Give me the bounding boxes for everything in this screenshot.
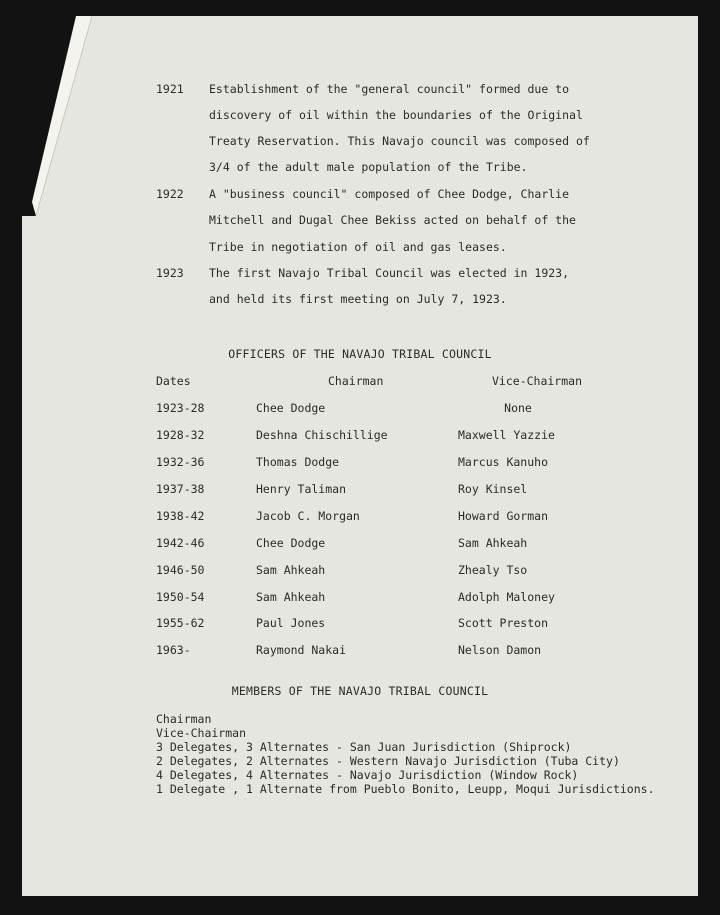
table-row — [22, 482, 698, 498]
history-line: Mitchell and Dugal Chee Bekiss acted on behalf of the — [209, 213, 576, 227]
row-chairman: Chee Dodge — [256, 536, 326, 550]
row-vice-chairman: Maxwell Yazzie — [458, 428, 555, 442]
row-vice-chairman: Zhealy Tso — [458, 563, 528, 577]
history-line: and held its first meeting on July 7, 1923. — [209, 292, 507, 306]
row-chairman: Raymond Nakai — [256, 643, 347, 657]
history-line: Establishment of the "general council" formed due to — [209, 82, 570, 96]
table-row — [22, 401, 698, 417]
table-row — [22, 563, 698, 579]
row-dates: 1950-54 — [156, 590, 205, 604]
row-vice-chairman: Howard Gorman — [458, 509, 549, 523]
table-row — [22, 590, 698, 606]
officers-title: OFFICERS OF THE NAVAJO TRIBAL COUNCIL — [228, 347, 492, 361]
history-line: The first Navajo Tribal Council was elected in 1923, — [209, 266, 570, 280]
row-chairman: Thomas Dodge — [256, 455, 340, 469]
row-dates: 1938-42 — [156, 509, 205, 523]
list-item: 3 Delegates, 3 Alternates - San Juan Jurisdiction (Shiprock) — [156, 740, 572, 754]
row-chairman: Paul Jones — [256, 616, 326, 630]
table-row — [22, 428, 698, 444]
list-item: 4 Delegates, 4 Alternates - Navajo Jurisdiction (Window Rock) — [156, 768, 579, 782]
chairman-column-header: Chairman — [328, 374, 384, 388]
history-year: 1923 — [156, 266, 184, 280]
vice-chairman-column-header: Vice-Chairman — [492, 374, 583, 388]
table-row — [22, 616, 698, 632]
list-item: Chairman — [156, 712, 212, 726]
history-line: discovery of oil within the boundaries of the Original — [209, 108, 583, 122]
row-vice-chairman: Adolph Maloney — [458, 590, 555, 604]
row-chairman: Chee Dodge — [256, 401, 326, 415]
table-row — [22, 643, 698, 659]
row-dates: 1923-28 — [156, 401, 205, 415]
members-title: MEMBERS OF THE NAVAJO TRIBAL COUNCIL — [231, 684, 489, 698]
row-dates: 1946-50 — [156, 563, 205, 577]
row-chairman: Sam Ahkeah — [256, 590, 326, 604]
row-chairman: Deshna Chischillige — [256, 428, 388, 442]
history-line: Treaty Reservation. This Navajo council was composed of — [209, 134, 590, 148]
history-line: 3/4 of the adult male population of the Tribe. — [209, 160, 528, 174]
list-item: 2 Delegates, 2 Alternates - Western Navajo Jurisdiction (Tuba City) — [156, 754, 620, 768]
row-vice-chairman: Nelson Damon — [458, 643, 542, 657]
document-page — [22, 16, 698, 896]
row-dates: 1963- — [156, 643, 191, 657]
table-row — [22, 455, 698, 471]
history-line: Tribe in negotiation of oil and gas leases. — [209, 240, 507, 254]
row-chairman: Sam Ahkeah — [256, 563, 326, 577]
table-row — [22, 536, 698, 552]
row-vice-chairman: Scott Preston — [458, 616, 549, 630]
list-item: 1 Delegate , 1 Alternate from Pueblo Bonito, Leupp, Moqui Jurisdictions. — [156, 782, 655, 796]
row-dates: 1937-38 — [156, 482, 205, 496]
history-year: 1922 — [156, 187, 184, 201]
table-row — [22, 509, 698, 525]
row-vice-chairman: None — [504, 401, 532, 415]
row-chairman: Henry Taliman — [256, 482, 347, 496]
history-year: 1921 — [156, 82, 184, 96]
row-chairman: Jacob C. Morgan — [256, 509, 360, 523]
row-vice-chairman: Sam Ahkeah — [458, 536, 528, 550]
row-dates: 1932-36 — [156, 455, 205, 469]
row-dates: 1928-32 — [156, 428, 205, 442]
row-vice-chairman: Roy Kinsel — [458, 482, 528, 496]
list-item: Vice-Chairman — [156, 726, 247, 740]
row-dates: 1942-46 — [156, 536, 205, 550]
row-vice-chairman: Marcus Kanuho — [458, 455, 549, 469]
history-line: A "business council" composed of Chee Dodge, Charlie — [209, 187, 570, 201]
row-dates: 1955-62 — [156, 616, 205, 630]
dates-column-header: Dates — [156, 374, 191, 388]
